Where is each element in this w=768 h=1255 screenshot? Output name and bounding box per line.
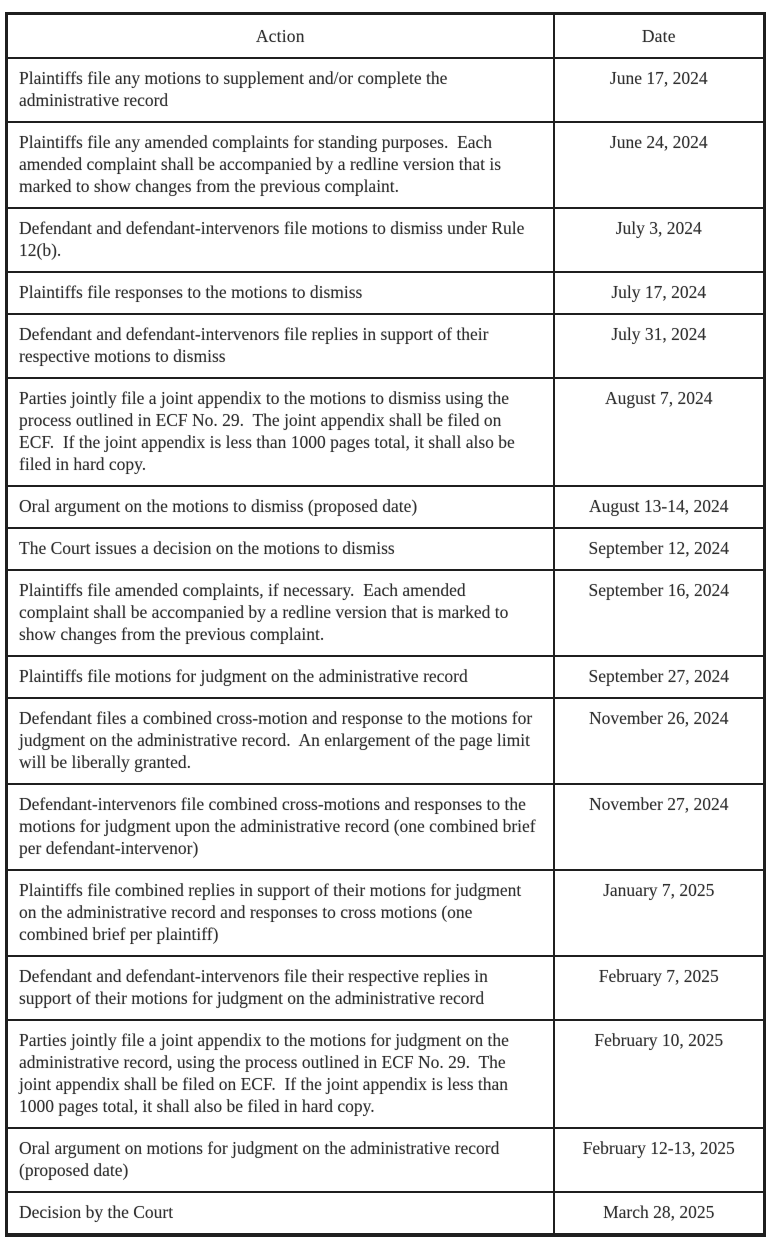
date-cell: July 17, 2024 [554,272,765,314]
action-cell: The Court issues a decision on the motions to dismiss [7,528,554,570]
date-cell: September 16, 2024 [554,570,765,656]
action-column-header: Action [7,14,554,59]
table-row [7,122,765,208]
table-row [7,314,765,378]
action-cell: Plaintiffs file combined replies in support of their motions for judgment on the administrative record and responses to cross motions (one combined brief per plaintiff) [7,870,554,956]
action-cell: Plaintiffs file motions for judgment on the administrative record [7,656,554,698]
action-cell: Plaintiffs file responses to the motions to dismiss [7,272,554,314]
action-cell: Oral argument on the motions to dismiss (proposed date) [7,486,554,528]
table-row [7,956,765,1020]
date-cell: November 27, 2024 [554,784,765,870]
date-cell: September 27, 2024 [554,656,765,698]
table-row [7,272,765,314]
action-cell: Plaintiffs file amended complaints, if necessary. Each amended complaint shall be accompanied by a redline version that is marked to show changes from the previous complaint. [7,570,554,656]
header-row [7,14,765,59]
table-row [7,1192,765,1235]
table-row [7,208,765,272]
table-row [7,486,765,528]
date-cell: August 13-14, 2024 [554,486,765,528]
action-cell: Oral argument on motions for judgment on the administrative record (proposed date) [7,1128,554,1192]
date-cell: September 12, 2024 [554,528,765,570]
action-cell: Defendant files a combined cross-motion and response to the motions for judgment on the administrative record. An enlargement of the page limit will be liberally granted. [7,698,554,784]
action-cell: Parties jointly file a joint appendix to the motions to dismiss using the process outlined in ECF No. 29. The joint appendix shall be filed on ECF. If the joint appendix is less than 1000 pages total, it shall also be filed in hard copy. [7,378,554,486]
date-cell: February 12-13, 2025 [554,1128,765,1192]
date-cell: November 26, 2024 [554,698,765,784]
table-row [7,870,765,956]
action-cell: Defendant-intervenors file combined cross-motions and responses to the motions for judgment upon the administrative record (one combined brief per defendant-intervenor) [7,784,554,870]
action-cell: Defendant and defendant-intervenors file their respective replies in support of their motions for judgment on the administrative record [7,956,554,1020]
action-cell: Defendant and defendant-intervenors file motions to dismiss under Rule 12(b). [7,208,554,272]
date-cell: March 28, 2025 [554,1192,765,1235]
date-cell: June 24, 2024 [554,122,765,208]
date-cell: June 17, 2024 [554,58,765,122]
table-row [7,656,765,698]
date-cell: July 31, 2024 [554,314,765,378]
date-column-header: Date [554,14,765,59]
table-row [7,378,765,486]
action-cell: Parties jointly file a joint appendix to the motions for judgment on the administrative record, using the process outlined in ECF No. 29. The joint appendix shall be filed on ECF. If the joint appendix is less than 1000 pages total, it shall also be filed in hard copy. [7,1020,554,1128]
action-cell: Plaintiffs file any motions to supplement and/or complete the administrative record [7,58,554,122]
date-cell: July 3, 2024 [554,208,765,272]
action-cell: Defendant and defendant-intervenors file replies in support of their respective motions to dismiss [7,314,554,378]
date-cell: February 10, 2025 [554,1020,765,1128]
action-cell: Plaintiffs file any amended complaints for standing purposes. Each amended complaint shall be accompanied by a redline version that is marked to show changes from the previous complaint. [7,122,554,208]
table-row [7,570,765,656]
table-row [7,1020,765,1128]
date-cell: January 7, 2025 [554,870,765,956]
table-body [7,58,765,1235]
date-cell: August 7, 2024 [554,378,765,486]
action-cell: Decision by the Court [7,1192,554,1235]
table-row [7,784,765,870]
table-row [7,1128,765,1192]
table-row [7,58,765,122]
date-cell: February 7, 2025 [554,956,765,1020]
table-row [7,698,765,784]
schedule-table [5,12,766,1237]
table-row [7,528,765,570]
